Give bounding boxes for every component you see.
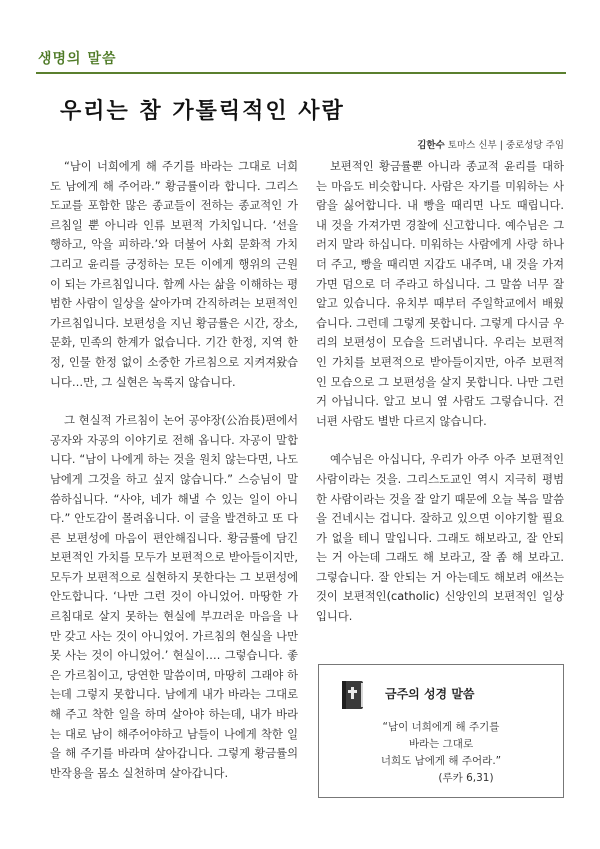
section-title: 생명의 말씀	[38, 51, 117, 67]
verse-reference: (루카 6,31)	[438, 772, 494, 784]
verse-line: 너희도 남에게 해 주어라.”	[380, 755, 502, 767]
bible-book-icon	[339, 679, 365, 711]
left-column	[50, 157, 298, 802]
paragraph: 그 현실적 가르침이 논어 공야장(公冶長)편에서 공자와 자공의 이야기로 전해 옵니다. 자공이 말합니다. “남이 나에게 하는 것을 원치 않는다면, 나도 남에게 그것을 하고 싶지 않습니다.” 스승님이 말씀하십니다. “사야, 네가 해낼 수 있는 일이 아니다.” 안도감이 몰려옵니다. 이 글을 발견하고 또 다른 보편성에 마음이 편안해집니다. 황금률에 담긴 보편적인 가치를 모두가 보편적으로 받아들이지만, 모두가 보편적으로 실현하지 못한다는 그 보편성에 안도합니다. ‘나만 그런 것이 아니었어. 마땅한 가르침대로 살지 못하는 현실에 부끄러운 마음을 나만 갖고 사는 것이 아니었어. 가르침의 현실을 나만 못 사는 것이 아니었어.’ 현실이…. 그렇습니다. 좋은 가르침이고, 당연한 말씀이며, 마땅히 그래야 하는데 그렇지 못합니다. 남에게 내가 바라는 그대로 해 주고 착한 일을 하며 살아야 하는데, 내가 바라는 대로 남이 해주어야하고 남들이 나에게 착한 일을 해 주기를 바라며 살아갑니다. 그렇게 황금률의 반작용을 몸소 실천하며 살아갑니다.	[50, 414, 298, 780]
author-line	[417, 137, 564, 151]
author-role: 토마스 신부 | 중로성당 주임	[444, 140, 564, 151]
header	[36, 42, 566, 74]
verse-line: 바라는 그대로	[408, 738, 474, 750]
author-name: 김한수	[417, 140, 445, 151]
bible-box-title: 금주의 성경 말씀	[385, 687, 475, 701]
article-title: 우리는 참 가톨릭적인 사람	[60, 98, 345, 124]
paragraph: 예수님은 아십니다, 우리가 아주 아주 보편적인 사람이라는 것을. 그리스도교인 역시 지극히 평범한 사람이라는 것을 잘 알기 때문에 오늘 복음 말씀을 건네시는 겁니다. 잘하고 있으면 이야기할 필요가 없을 테니 말입니다. 그래도 해보라고, 잘 안되는 거 아는데 그래도 해 보라고, 잘 좀 해 보라고. 그렇습니다. 잘 안되는 거 아는데도 해보려 애쓰는 것이 보편적인(catholic) 신앙인의 보편적인 일상입니다.	[316, 453, 564, 624]
right-column	[316, 157, 564, 646]
paragraph: “남이 너희에게 해 주기를 바라는 그대로 너희도 남에게 해 주어라.” 황금률이라 합니다. 그리스도교를 포함한 많은 종교들이 전하는 종교적인 가르침일 뿐 아니라 인류 보편적 가치입니다. ‘선을 행하고, 악을 피하라.’와 더불어 사회 문화적 가치 그리고 윤리를 긍정하는 모든 이에게 행위의 근원이 되는 가르침입니다. 함께 사는 삶을 이해하는 평범한 사람이 일상을 살아가며 간직하려는 보편적인 가르침입니다. 보편성을 지닌 황금률은 시간, 장소, 문화, 민족의 한계가 없습니다. 기간 한정, 지역 한정, 인물 한정 없이 소중한 가르침으로 지켜져왔습니다…만, 그 실현은 녹록지 않습니다.	[50, 160, 298, 389]
verse-line: “남이 너희에게 해 주기를	[382, 721, 500, 733]
bible-verse	[319, 719, 563, 787]
weekly-bible-verse-box	[318, 664, 564, 798]
paragraph: 보편적인 황금률뿐 아니라 종교적 윤리를 대하는 마음도 비슷합니다. 사람은 자기를 미워하는 사람을 싫어합니다. 내 빵을 때리면 나도 때립니다. 내 것을 가져가면 경찰에 신고합니다. 예수님은 그러지 말라 하십니다. 미워하는 사람에게 사랑 하나 더 주고, 빵을 때리면 지갑도 내주며, 내 것을 가져가면 덤으로 더 주라고 하십니다. 그 말씀 너무 잘 알고 있습니다. 유치부 때부터 주일학교에서 배웠습니다. 그런데 그렇게 못합니다. 그렇게 다시금 우리의 보편성이 모습을 드러냅니다. 우리는 보편적인 가치를 보편적으로 받아들이지만, 아주 보편적인 모습으로 그 보편성을 살지 못합니다. 나만 그런 거 아닙니다. 알고 보니 옆 사람도 그렇습니다. 건너편 사람도 별반 다르지 않습니다.	[316, 160, 564, 428]
